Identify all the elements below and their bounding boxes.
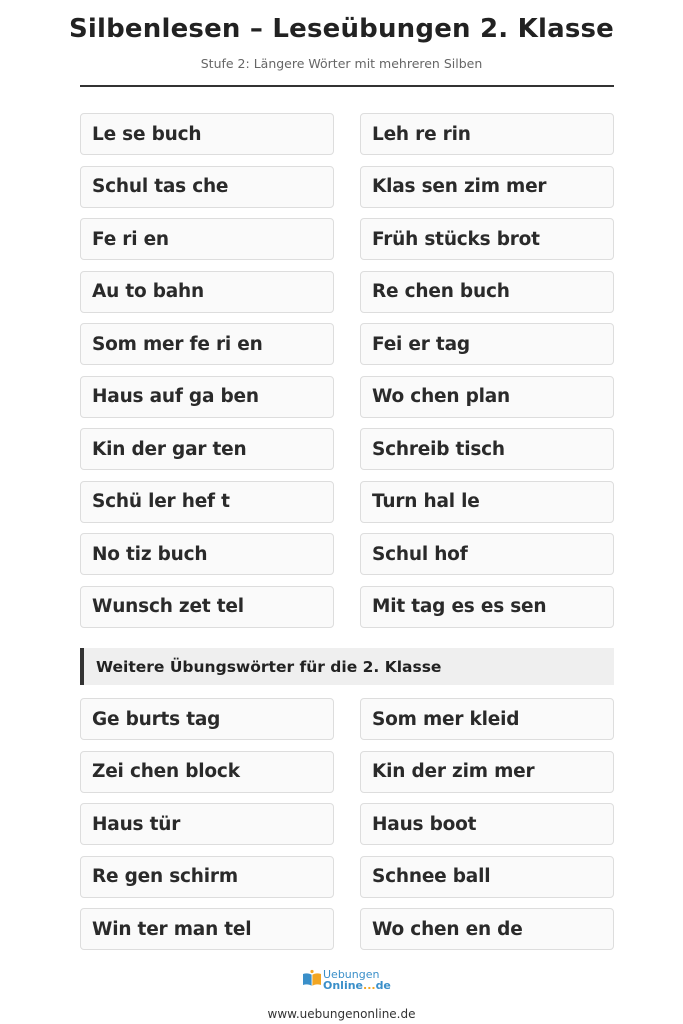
logo-wordmark-dots: ...: [363, 979, 376, 992]
word-card: Früh stücks brot: [360, 218, 614, 260]
word-card: Fei er tag: [360, 323, 614, 365]
word-card: Schul tas che: [80, 166, 334, 208]
word-card: Le se buch: [80, 113, 334, 155]
word-card: No tiz buch: [80, 533, 334, 575]
title-divider: [80, 85, 614, 87]
word-card: Turn hal le: [360, 481, 614, 523]
word-card: Haus tür: [80, 803, 334, 845]
word-card: Wunsch zet tel: [80, 586, 334, 628]
word-card: Som mer fe ri en: [80, 323, 334, 365]
word-card: Re gen schirm: [80, 856, 334, 898]
word-card: Schul hof: [360, 533, 614, 575]
word-card: Som mer kleid: [360, 698, 614, 740]
word-card: Win ter man tel: [80, 908, 334, 950]
word-card: Kin der zim mer: [360, 751, 614, 793]
word-card: Schü ler hef t: [80, 481, 334, 523]
page-subtitle: Stufe 2: Längere Wörter mit mehreren Silben: [200, 56, 483, 71]
word-card: Ge burts tag: [80, 698, 334, 740]
word-card: Kin der gar ten: [80, 428, 334, 470]
word-card: Zei chen block: [80, 751, 334, 793]
section-heading: Weitere Übungswörter für die 2. Klasse: [80, 648, 614, 685]
word-card: Haus auf ga ben: [80, 376, 334, 418]
word-card: Wo chen en de: [360, 908, 614, 950]
word-card: Klas sen zim mer: [360, 166, 614, 208]
word-card: Schreib tisch: [360, 428, 614, 470]
word-card: Schnee ball: [360, 856, 614, 898]
word-card: Re chen buch: [360, 271, 614, 313]
site-logo: [302, 966, 391, 996]
page-title: Silbenlesen – Leseübungen 2. Klasse: [68, 14, 615, 44]
main-word-grid: [80, 113, 614, 628]
word-card: Fe ri en: [80, 218, 334, 260]
word-card: Wo chen plan: [360, 376, 614, 418]
logo-wordmark-suffix: de: [375, 979, 391, 992]
word-card: Leh re rin: [360, 113, 614, 155]
logo-wordmark-main: Online: [323, 979, 364, 992]
logo-wordmark-top: Uebungen: [323, 968, 380, 981]
extra-word-grid: [80, 698, 614, 950]
word-card: Mit tag es es sen: [360, 586, 614, 628]
word-card: Au to bahn: [80, 271, 334, 313]
footer-url[interactable]: www.uebungenonline.de: [267, 1007, 416, 1021]
open-book-icon: [302, 969, 322, 989]
logo-wordmark-bottom: [323, 979, 391, 992]
word-card: Haus boot: [360, 803, 614, 845]
